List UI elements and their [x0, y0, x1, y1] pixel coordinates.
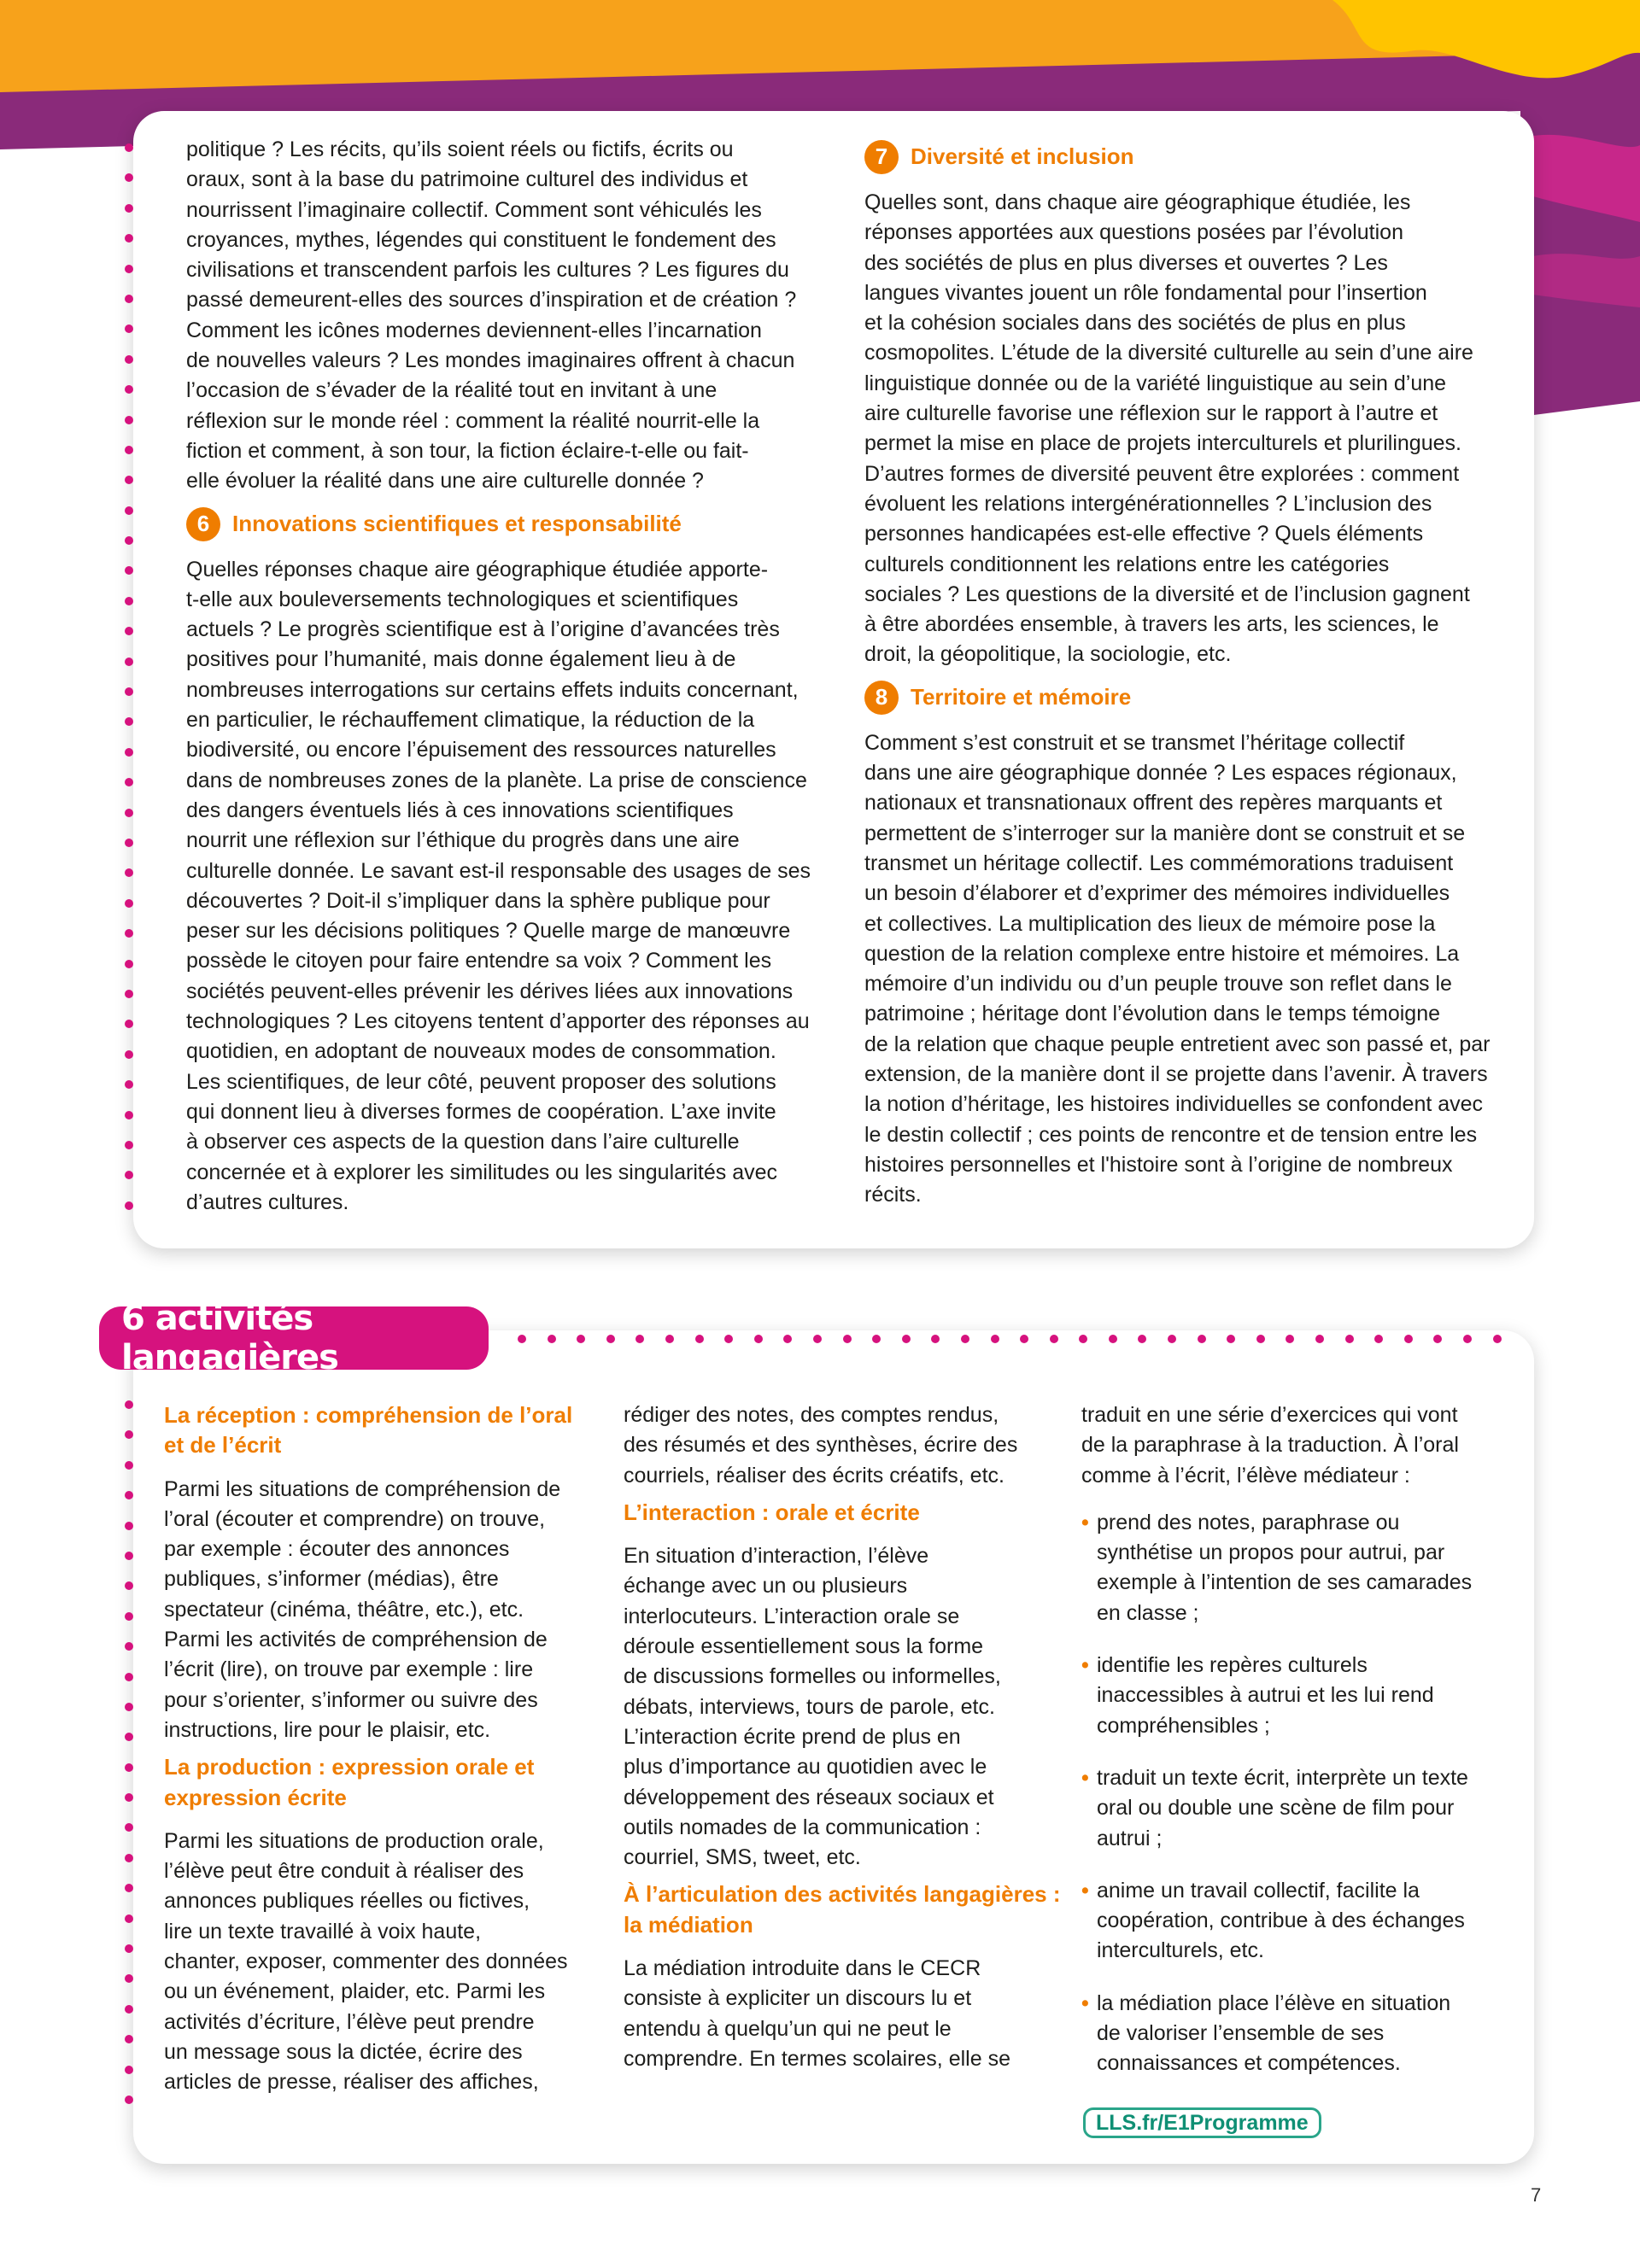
dot: [665, 1335, 674, 1343]
text-line: un message sous la dictée, écrire des: [164, 2039, 523, 2064]
dot: [125, 960, 133, 968]
text-line: t-elle aux bouleversements technologiques et scientifiques: [186, 587, 739, 611]
text-line: oraux, sont à la base du patrimoine culturel des individus et: [186, 167, 748, 192]
dot: [125, 173, 133, 182]
text-line: À l’articulation des activités langagières :: [624, 1881, 1061, 1908]
dot: [125, 536, 133, 545]
dot: [125, 1733, 133, 1741]
text-line: spectateur (cinéma, théâtre, etc.), etc.: [164, 1597, 524, 1622]
axis8-number: 8: [864, 681, 899, 715]
dot: [125, 234, 133, 243]
text-line: un besoin d’élaborer et d’exprimer des mémoires individuelles: [864, 881, 1450, 906]
dot: [125, 143, 133, 152]
text-line: transmet un héritage collectif. Les commémorations traduisent: [864, 850, 1454, 875]
text-line: permettent de s’interroger sur la manière dont se construit et se: [864, 821, 1466, 845]
text-line: inaccessibles à autrui et les lui rend: [1097, 1683, 1434, 1708]
dot: [125, 1914, 133, 1923]
activities-badge: 6 activités langagières: [99, 1306, 489, 1370]
dot: [125, 1080, 133, 1089]
programme-link[interactable]: LLS.fr/E1Programme: [1083, 2107, 1321, 2138]
axes-left-column: [186, 135, 835, 1218]
text-line: mémoire d’un individu ou d’un peuple trouve son reflet dans le: [864, 972, 1452, 997]
text-line: dans de nombreuses zones de la planète. La prise de conscience: [186, 768, 807, 792]
text-line: interculturels, etc.: [1097, 1938, 1264, 1963]
text-line: passé demeurent-elles des sources d’inspiration et de création ?: [186, 288, 797, 313]
mediation-bullet-item: [1081, 1508, 1508, 1628]
dot: [125, 566, 133, 575]
text-line: ou un événement, plaider, etc. Parmi les: [164, 1979, 546, 2004]
axis6-title: Innovations scientifiques et responsabilité: [232, 510, 682, 536]
dot: [1493, 1335, 1502, 1343]
text-line: elle évoluer la réalité dans une aire culturelle donnée ?: [186, 469, 704, 494]
dot: [125, 1854, 133, 1862]
text-line: L’interaction : orale et écrite: [624, 1499, 920, 1525]
dot: [125, 416, 133, 424]
text-line: • traduit un texte écrit, interprète un texte: [1097, 1765, 1468, 1790]
dot: [125, 1430, 133, 1439]
dot: [125, 778, 133, 786]
text-line: l’écrit (lire), on trouve par exemple : lire: [164, 1657, 534, 1682]
text-line: plus d’importance au quotidien avec le: [624, 1755, 987, 1780]
text-line: comme à l’écrit, l’élève médiateur :: [1081, 1463, 1410, 1488]
axis6-heading: [186, 507, 835, 541]
text-line: déroule essentiellement sous la forme: [624, 1634, 984, 1659]
dot: [125, 2096, 133, 2104]
dot: [125, 2066, 133, 2074]
dot: [125, 1673, 133, 1681]
text-line: courriels, réaliser des écrits créatifs, etc.: [624, 1463, 1004, 1488]
text-line: de discussions formelles ou informelles,: [624, 1664, 1001, 1689]
text-line: patrimoine ; héritage dont l’évolution dans le temps témoigne: [864, 1002, 1441, 1026]
text-line: outils nomades de la communication :: [624, 1815, 981, 1839]
dot: [125, 868, 133, 877]
dot: [991, 1335, 999, 1343]
mediation-bullet-item: [1081, 1989, 1508, 2079]
dot: [1109, 1335, 1117, 1343]
dot: [125, 1974, 133, 1983]
text-line: Les scientifiques, de leur côté, peuvent proposer des solutions: [186, 1069, 776, 1094]
dot: [1315, 1335, 1324, 1343]
text-line: découvertes ? Doit-il s’impliquer dans la sphère publique pour: [186, 888, 770, 913]
mediation-bullet-item: [1081, 1876, 1508, 1967]
dot: [1168, 1335, 1176, 1343]
dot: [125, 990, 133, 998]
axis6-body: [186, 555, 835, 1219]
dot: [125, 1400, 133, 1409]
text-line: réflexion sur le monde réel : comment la réalité nourrit-elle la: [186, 408, 760, 433]
mediation-bullet-item: [1081, 1651, 1508, 1741]
text-line: entendu à quelqu’un qui ne peut le: [624, 2016, 952, 2041]
text-line: croyances, mythes, légendes qui constituent le fondement des: [186, 227, 776, 252]
text-line: civilisations et transcendent parfois les cultures ? Les figures du: [186, 258, 789, 283]
text-line: et la cohésion sociales dans des sociétés de plus en plus: [864, 311, 1406, 336]
text-line: culturels conditionnent les relations entre les catégories: [864, 552, 1390, 576]
axis7-title: Diversité et inclusion: [911, 143, 1134, 170]
text-line: • la médiation place l’élève en situation: [1097, 1990, 1451, 2015]
text-line: articles de presse, réaliser des affiches,: [164, 2070, 539, 2095]
text-line: publiques, s’informer (médias), être: [164, 1567, 499, 1592]
dot: [125, 1111, 133, 1119]
text-line: peser sur les décisions politiques ? Quelle marge de manœuvre: [186, 919, 791, 944]
dot: [125, 1944, 133, 1953]
text-line: pour s’orienter, s’informer ou suivre des: [164, 1687, 538, 1712]
text-line: consiste à expliciter un discours lu et: [624, 1986, 972, 2011]
mediation-title: [624, 1879, 1068, 1940]
text-line: la notion d’héritage, les histoires individuelles se confondent avec: [864, 1092, 1484, 1117]
interaction-body: [624, 1541, 1068, 1873]
text-line: personnes handicapées est-elle effective ? Quels éléments: [864, 522, 1424, 547]
dot: [125, 627, 133, 635]
text-line: synthétise un propos pour autrui, par: [1097, 1540, 1445, 1565]
text-line: possède le citoyen pour faire entendre sa voix ? Comment les: [186, 949, 772, 973]
axis7-body: [864, 188, 1514, 670]
text-line: réponses apportées aux questions posées par l’évolution: [864, 220, 1403, 245]
text-line: sociales ? Les questions de la diversité et de l’inclusion gagnent: [864, 582, 1470, 606]
dot: [518, 1335, 526, 1343]
text-line: récits.: [864, 1183, 922, 1207]
text-line: En situation d’interaction, l’élève: [624, 1544, 929, 1569]
text-line: de la relation que chaque peuple entretient avec son passé et, par: [864, 1032, 1491, 1056]
text-line: l’élève peut être conduit à réaliser des: [164, 1859, 524, 1884]
text-line: interlocuteurs. L’interaction orale se: [624, 1604, 960, 1628]
dot: [125, 2005, 133, 2014]
production-title: [164, 1752, 591, 1813]
text-line: droit, la géopolitique, la sociologie, etc.: [864, 642, 1232, 667]
dotted-rule-left-bottom: [125, 1400, 133, 2125]
text-line: en classe ;: [1097, 1600, 1199, 1625]
dot: [1345, 1335, 1354, 1343]
text-line: de valoriser l’ensemble de ses: [1097, 2021, 1385, 2046]
dot: [125, 1793, 133, 1802]
text-line: annonces publiques réelles ou fictives,: [164, 1889, 530, 1914]
dot: [125, 355, 133, 364]
dot: [125, 1201, 133, 1210]
text-line: concernée et à explorer les similitudes ou les singularités avec: [186, 1160, 778, 1184]
axis8-heading: [864, 681, 1514, 715]
text-line: des dangers éventuels liés à ces innovations scientifiques: [186, 798, 734, 822]
activities-col-2: [624, 1400, 1068, 2074]
text-line: le destin collectif ; ces points de rencontre et de tension entre les: [864, 1122, 1478, 1147]
text-line: de la paraphrase à la traduction. À l’oral: [1081, 1433, 1459, 1458]
dot: [606, 1335, 615, 1343]
dot: [1463, 1335, 1472, 1343]
text-line: débats, interviews, tours de parole, etc.: [624, 1694, 995, 1719]
dot: [1404, 1335, 1413, 1343]
dotted-rule-left-top: [125, 143, 133, 1231]
axes-right-column: [864, 140, 1514, 1211]
text-line: rédiger des notes, des comptes rendus,: [624, 1403, 999, 1427]
text-line: D’autres formes de diversité peuvent être explorées : comment: [864, 461, 1460, 486]
dot: [125, 809, 133, 817]
text-line: et collectives. La multiplication des lieux de mémoire pose la: [864, 911, 1436, 936]
text-line: développement des réseaux sociaux et: [624, 1785, 994, 1809]
text-line: langues vivantes jouent un rôle fondamental pour l’insertion: [864, 280, 1427, 305]
dot: [961, 1335, 969, 1343]
dot: [125, 899, 133, 908]
dot: [843, 1335, 852, 1343]
dot: [125, 1642, 133, 1651]
dot: [125, 1581, 133, 1590]
text-line: connaissances et compétences.: [1097, 2051, 1401, 2076]
dot: [125, 1020, 133, 1028]
axis8-title: Territoire et mémoire: [911, 684, 1132, 710]
text-line: en particulier, le réchauffement climatique, la réduction de la: [186, 708, 755, 733]
text-line: nombreuses interrogations sur certains effets induits concernant,: [186, 677, 799, 702]
text-line: de nouvelles valeurs ? Les mondes imaginaires offrent à chacun: [186, 348, 795, 373]
text-line: chanter, exposer, commenter des données: [164, 1949, 568, 1974]
text-line: actuels ? Le progrès scientifique est à l’origine d’avancées très: [186, 617, 780, 642]
production-body-continued: [624, 1400, 1068, 1491]
text-line: La production : expression orale et: [164, 1754, 535, 1780]
text-line: courriel, SMS, tweet, etc.: [624, 1845, 861, 1870]
mediation-bullet-item: [1081, 1763, 1508, 1854]
dot: [754, 1335, 763, 1343]
text-line: d’autres cultures.: [186, 1190, 349, 1214]
text-line: politique ? Les récits, qu’ils soient réels ou fictifs, écrits ou: [186, 137, 734, 161]
dot: [125, 1050, 133, 1059]
text-line: histoires personnelles et l'histoire sont à l’origine de nombreux: [864, 1152, 1453, 1177]
text-line: culturelle donnée. Le savant est-il responsable des usages de ses: [186, 858, 811, 883]
dot: [125, 1141, 133, 1149]
text-line: Comment s’est construit et se transmet l’héritage collectif: [864, 730, 1405, 755]
text-line: lire un texte travaillé à voix haute,: [164, 1919, 482, 1944]
activities-col-1: [164, 1400, 591, 2098]
text-line: expression écrite: [164, 1784, 347, 1810]
dot: [902, 1335, 911, 1343]
text-line: Comment les icônes modernes deviennent-elles l’incarnation: [186, 318, 762, 342]
reception-title: [164, 1400, 591, 1461]
dot: [125, 1522, 133, 1530]
dot: [125, 204, 133, 213]
text-line: • anime un travail collectif, facilite la: [1097, 1878, 1420, 1903]
dot: [125, 1612, 133, 1621]
dot: [813, 1335, 822, 1343]
text-line: exemple à l’intention de ses camarades: [1097, 1570, 1473, 1595]
dot: [125, 295, 133, 303]
mediation-bullets: [1081, 1508, 1508, 2079]
text-line: l’occasion de s’évader de la réalité tout en invitant à une: [186, 378, 718, 403]
dotted-rule-top: [518, 1332, 1522, 1341]
text-line: autrui ;: [1097, 1826, 1163, 1850]
production-body: [164, 1827, 591, 2098]
text-line: activités d’écriture, l’élève peut prendre: [164, 2009, 535, 2034]
dot: [125, 476, 133, 484]
dot: [548, 1335, 556, 1343]
text-line: • prend des notes, paraphrase ou: [1097, 1510, 1400, 1534]
dot: [125, 506, 133, 515]
axis6-number: 6: [186, 507, 220, 541]
text-line: • identifie les repères culturels: [1097, 1653, 1368, 1678]
text-line: à être abordées ensemble, à travers les arts, les sciences, le: [864, 612, 1439, 637]
text-line: compréhensibles ;: [1097, 1713, 1270, 1738]
text-line: qui donnent lieu à diverses formes de coopération. L’axe invite: [186, 1099, 776, 1124]
text-line: oral ou double une scène de film pour: [1097, 1796, 1455, 1821]
text-line: Parmi les situations de production orale,: [164, 1828, 544, 1853]
text-line: l’oral (écouter et comprendre) on trouve,: [164, 1506, 546, 1531]
dot: [125, 658, 133, 666]
text-line: quotidien, en adoptant de nouveaux modes de consommation.: [186, 1039, 776, 1064]
text-line: technologiques ? Les citoyens tentent d’apporter des réponses au: [186, 1009, 810, 1034]
axis5-continuation: [186, 135, 835, 497]
text-line: La réception : compréhension de l’oral: [164, 1402, 573, 1428]
text-line: positives pour l’humanité, mais donne également lieu à de: [186, 647, 736, 672]
text-line: instructions, lire pour le plaisir, etc.: [164, 1717, 491, 1742]
text-line: fiction et comment, à son tour, la fiction éclaire-t-elle ou fait-: [186, 438, 749, 463]
text-line: extension, de la manière dont il se projette dans l’avenir. À travers: [864, 1062, 1488, 1087]
text-line: et de l’écrit: [164, 1432, 282, 1458]
activities-col-3: [1081, 1400, 1508, 2101]
reception-body: [164, 1475, 591, 1746]
dot: [125, 1491, 133, 1499]
text-line: dans une aire géographique donnée ? Les espaces régionaux,: [864, 761, 1457, 786]
text-line: nourrissent l’imaginaire collectif. Comment sont véhiculés les: [186, 197, 762, 222]
mediation-body: [624, 1954, 1068, 2074]
dot: [125, 1763, 133, 1772]
page-number: 7: [1531, 2184, 1542, 2206]
dot: [695, 1335, 704, 1343]
text-line: traduit en une série d’exercices qui vont: [1081, 1403, 1458, 1427]
dot: [125, 748, 133, 757]
text-line: échange avec un ou plusieurs: [624, 1574, 908, 1599]
text-line: des sociétés de plus en plus diverses et ouvertes ? Les: [864, 250, 1388, 275]
dot: [125, 687, 133, 696]
text-line: par exemple : écouter des annonces: [164, 1537, 510, 1562]
dot: [125, 324, 133, 333]
dot: [125, 1461, 133, 1470]
dot: [125, 446, 133, 454]
text-line: Parmi les situations de compréhension de: [164, 1476, 561, 1501]
interaction-title: [624, 1498, 1068, 1528]
dot: [125, 385, 133, 394]
text-line: linguistique donnée ou de la variété linguistique au sein d’une: [864, 371, 1447, 395]
text-line: Quelles sont, dans chaque aire géographique étudiée, les: [864, 190, 1411, 214]
dot: [1198, 1335, 1206, 1343]
dot: [125, 1552, 133, 1560]
dot: [125, 2035, 133, 2043]
axis7-number: 7: [864, 140, 899, 174]
text-line: La médiation introduite dans le CECR: [624, 1956, 981, 1981]
dot: [125, 1823, 133, 1832]
text-line: permet la mise en place de projets interculturels et plurilingues.: [864, 431, 1461, 456]
text-line: Quelles réponses chaque aire géographique étudiée apporte-: [186, 557, 769, 582]
text-line: à observer ces aspects de la question dans l’aire culturelle: [186, 1130, 740, 1154]
dot: [125, 597, 133, 605]
text-line: nourrit une réflexion sur l’éthique du progrès dans une aire: [186, 828, 740, 853]
axis7-heading: [864, 140, 1514, 174]
text-line: aire culturelle favorise une réflexion sur le rapport à l’autre et: [864, 401, 1438, 426]
text-line: nationaux et transnationaux offrent des repères marquants et: [864, 791, 1443, 815]
dot: [125, 265, 133, 273]
text-line: sociétés peuvent-elles prévenir les dérives liées aux innovations: [186, 979, 794, 1003]
text-line: cosmopolites. L’étude de la diversité culturelle au sein d’une aire: [864, 341, 1473, 365]
mediation-body-continued: [1081, 1400, 1508, 1491]
text-line: biodiversité, ou encore l’épuisement des ressources naturelles: [186, 738, 776, 763]
text-line: évoluent les relations intergénérationnelles ? L’inclusion des: [864, 491, 1432, 516]
dot: [125, 1884, 133, 1892]
dot: [1256, 1335, 1265, 1343]
text-line: coopération, contribue à des échanges: [1097, 1909, 1465, 1933]
dot: [125, 929, 133, 938]
dot: [125, 1703, 133, 1711]
text-line: question de la relation complexe entre histoire et mémoires. La: [864, 941, 1460, 966]
axis8-body: [864, 728, 1514, 1211]
text-line: la médiation: [624, 1911, 753, 1938]
text-line: Parmi les activités de compréhension de: [164, 1628, 548, 1652]
dot: [125, 839, 133, 847]
dot: [125, 717, 133, 726]
text-line: comprendre. En termes scolaires, elle se: [624, 2046, 1010, 2071]
dot: [125, 1171, 133, 1179]
dot: [1050, 1335, 1058, 1343]
text-line: des résumés et des synthèses, écrire des: [624, 1433, 1018, 1458]
text-line: L’interaction écrite prend de plus en: [624, 1724, 961, 1749]
